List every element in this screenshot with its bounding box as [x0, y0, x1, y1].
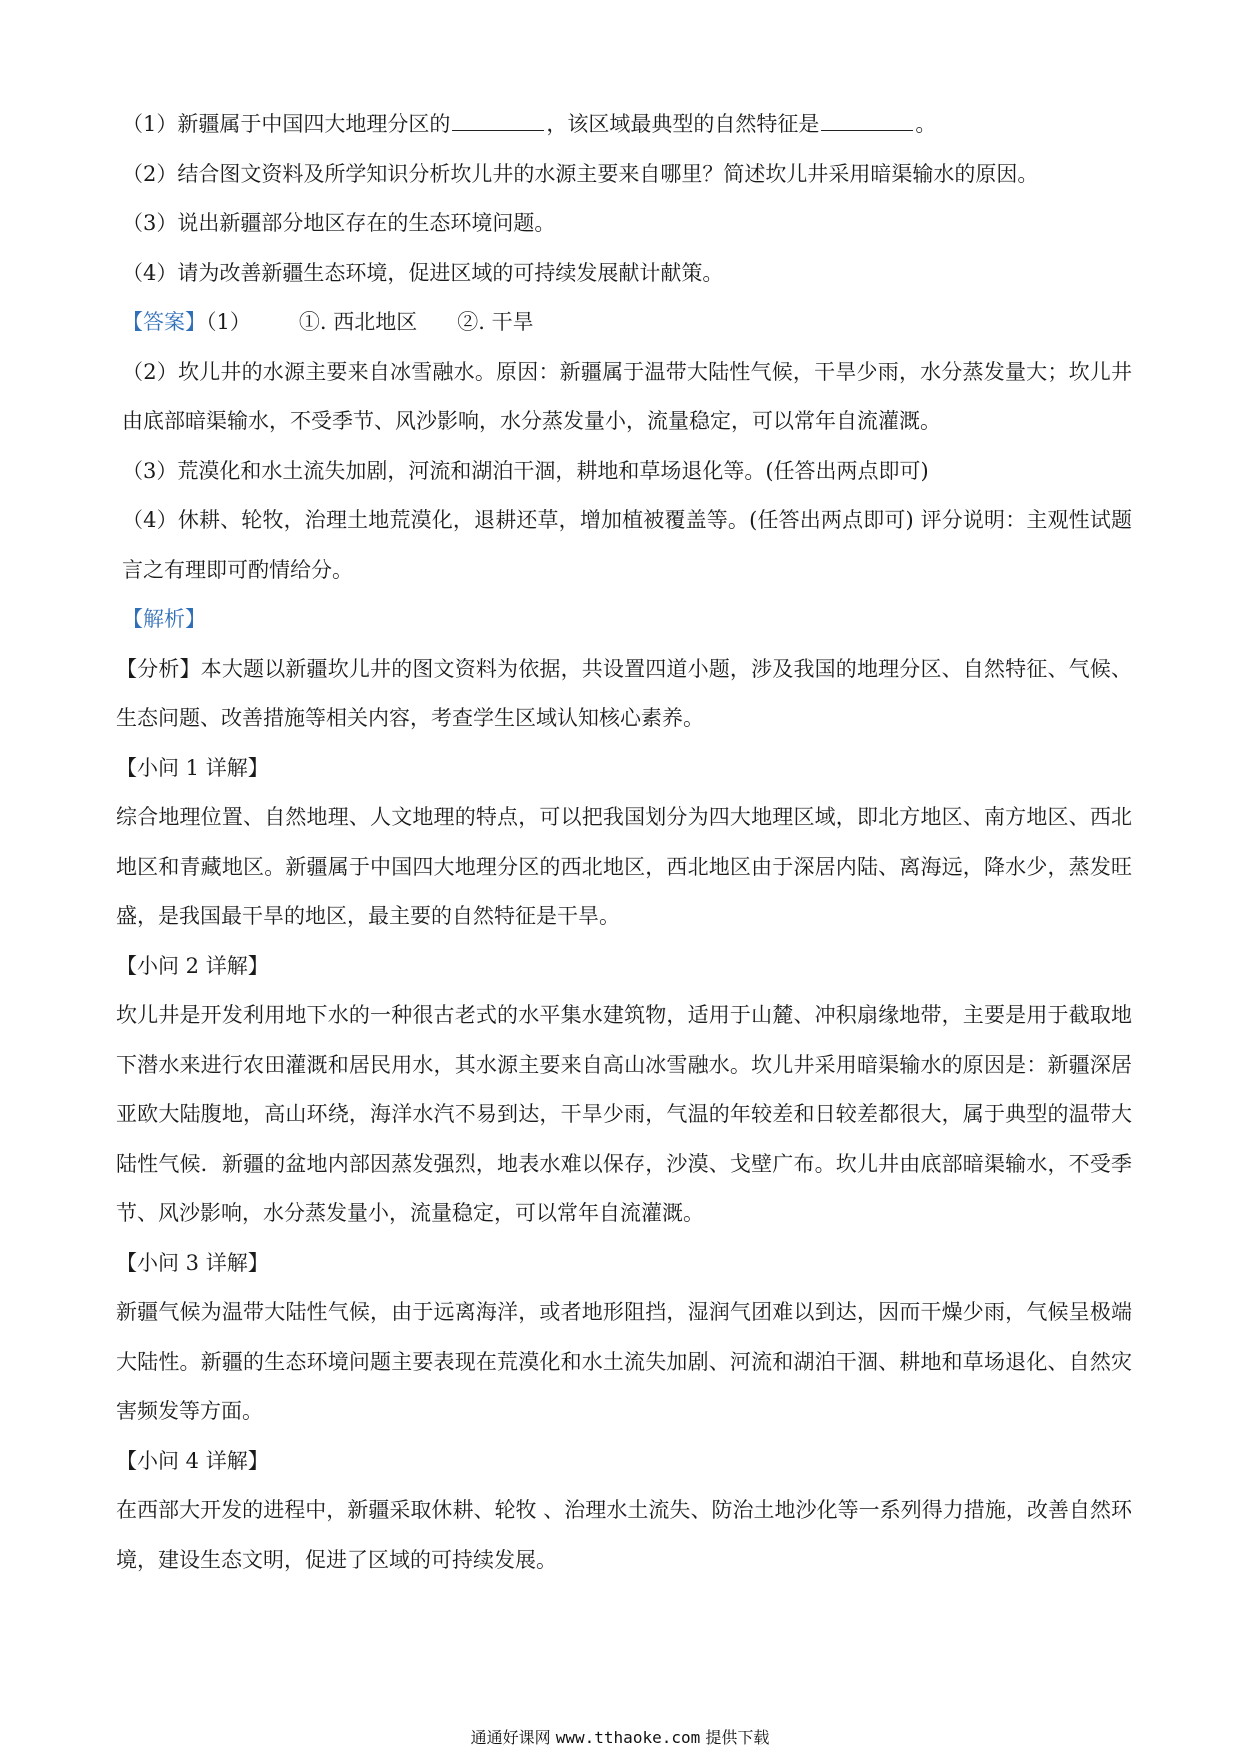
question-1-end: 。	[915, 112, 937, 136]
sub-question-1-text: 综合地理位置、自然地理、人文地理的特点，可以把我国划分为四大地理区域，即北方地区、南方地区、西北地区和青藏地区。新疆属于中国四大地理分区的西北地区，西北地区由于深居内陆、离海远，降水少，蒸发旺盛，是我国最干旱的地区，最主要的自然特征是干旱。	[116, 805, 1132, 928]
sub-question-3-title: 【小问 3 详解】	[116, 1250, 269, 1275]
answer-part1-number: （1）	[206, 310, 251, 334]
sub-question-4-title: 【小问 4 详解】	[116, 1448, 269, 1473]
answer-part-3: （3）荒漠化和水土流失加剧，河流和湖泊干涸，耕地和草场退化等。(任答出两点即可)	[122, 458, 929, 483]
analysis-overview: 【分析】本大题以新疆坎儿井的图文资料为依据，共设置四道小题，涉及我国的地理分区、自然特征、气候、生态问题、改善措施等相关内容，考查学生区域认知核心素养。	[116, 656, 1132, 730]
question-1-prefix: （1）新疆属于中国四大地理分区的	[122, 112, 451, 136]
blank-2	[821, 110, 913, 131]
answer-part-4: （4）休耕、轮牧，治理土地荒漠化，退耕还草，增加植被覆盖等。(任答出两点即可) 评分说明：主观性试题言之有理即可酌情给分。	[122, 508, 1132, 582]
sub-question-4-text: 在西部大开发的进程中，新疆采取休耕、轮牧 、治理水土流失、防治土地沙化等一系列得力措施，改善自然环境，建设生态文明，促进了区域的可持续发展。	[116, 1498, 1132, 1572]
sub-question-3-text: 新疆气候为温带大陆性气候，由于远离海洋，或者地形阻挡，湿润气团难以到达，因而干燥少雨，气候呈极端大陆性。新疆的生态环境问题主要表现在荒漠化和水土流失加剧、河流和湖泊干涸、耕地和草场退化、自然灾害频发等方面。	[116, 1300, 1132, 1423]
sub-question-2-title: 【小问 2 详解】	[116, 953, 269, 978]
footer-url[interactable]: www.tthaoke.com	[555, 1728, 701, 1747]
sub-question-2-text: 坎儿井是开发利用地下水的一种很古老式的水平集水建筑物，适用于山麓、冲积扇缘地带，主要是用于截取地下潜水来进行农田灌溉和居民用水，其水源主要来自高山冰雪融水。坎儿井采用暗渠输水的原因是：新疆深居亚欧大陆腹地，高山环绕，海洋水汽不易到达，干旱少雨，气温的年较差和日较差都很大，属于典型的温带大陆性气候．新疆的盆地内部因蒸发强烈，地表水难以保存，沙漠、戈壁广布。坎儿井由底部暗渠输水，不受季节、风沙影响，水分蒸发量小，流量稳定，可以常年自流灌溉。	[116, 1003, 1132, 1225]
footer-site-name: 通通好课网	[470, 1728, 551, 1747]
question-1	[116, 100, 1132, 150]
question-1-middle: ，该区域最典型的自然特征是	[546, 112, 820, 136]
sub-question-1-title: 【小问 1 详解】	[116, 755, 269, 780]
answer-line-1	[116, 298, 1132, 348]
question-2: （2）结合图文资料及所学知识分析坎儿井的水源主要来自哪里？简述坎儿井采用暗渠输水的原因。	[122, 161, 1039, 186]
answer-label: 【答案】	[122, 310, 206, 334]
question-3: （3）说出新疆部分地区存在的生态环境问题。	[122, 211, 556, 235]
question-4: （4）请为改善新疆生态环境，促进区域的可持续发展献计献策。	[122, 260, 724, 285]
page-content	[116, 100, 1132, 1585]
footer-suffix: 提供下载	[705, 1728, 770, 1747]
page-footer	[0, 1727, 1240, 1749]
answer-part1-option-2: ②. 干旱	[457, 310, 534, 334]
answer-part1-option-1: ①. 西北地区	[298, 310, 418, 334]
blank-1	[452, 110, 544, 131]
analysis-label: 【解析】	[122, 607, 206, 631]
answer-part-2: （2）坎儿井的水源主要来自冰雪融水。原因：新疆属于温带大陆性气候，干旱少雨，水分蒸发量大；坎儿井由底部暗渠输水，不受季节、风沙影响，水分蒸发量小，流量稳定，可以常年自流灌溉。	[122, 359, 1132, 433]
